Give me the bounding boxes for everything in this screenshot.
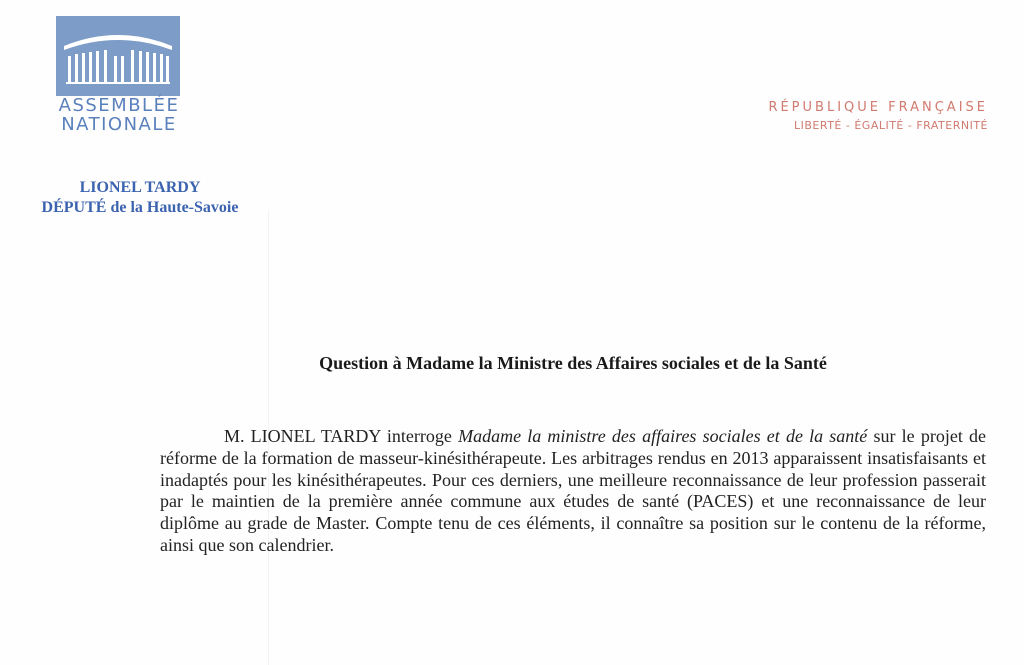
org-name-line1: ASSEMBLÉE xyxy=(58,95,180,116)
org-name-line2: NATIONALE xyxy=(61,114,177,135)
republic-motto-block xyxy=(768,98,988,134)
question-verb: interroge xyxy=(380,426,459,446)
assemblee-nationale-logo xyxy=(56,16,180,96)
republic-name: RÉPUBLIQUE FRANÇAISE xyxy=(768,100,988,115)
organization-name xyxy=(46,96,192,134)
question-text: sur le projet de réforme de la formation de masseur-kinésithérapeute. Les arbitrages rendus en 2013 apparaissent insatisfaisants et inadaptés pour les kinésithérapeutes. Pour ces derniers, une meilleure reconnaissance de leur profession passerait par le maintien de la première année commune aux études de santé (PACES) et une reconnaissance de leur diplôme au grade de Master. Compte tenu de ces éléments, il connaître sa position sur le contenu de la réforme, ainsi que son calendrier. xyxy=(160,426,986,555)
question-body xyxy=(160,426,986,557)
deputy-name: LIONEL TARDY xyxy=(79,179,201,196)
question-subject: M. LIONEL TARDY xyxy=(224,426,381,446)
republic-motto: LIBERTÉ - ÉGALITÉ - FRATERNITÉ xyxy=(794,119,988,132)
question-title: Question à Madame la Ministre des Affaires sociales et de la Santé xyxy=(319,353,827,373)
question-addressee: Madame la ministre des affaires sociales et de la santé xyxy=(458,426,868,446)
deputy-block xyxy=(0,178,280,218)
hemicycle-icon xyxy=(56,16,180,96)
deputy-title: DÉPUTÉ de la Haute-Savoie xyxy=(41,199,239,216)
